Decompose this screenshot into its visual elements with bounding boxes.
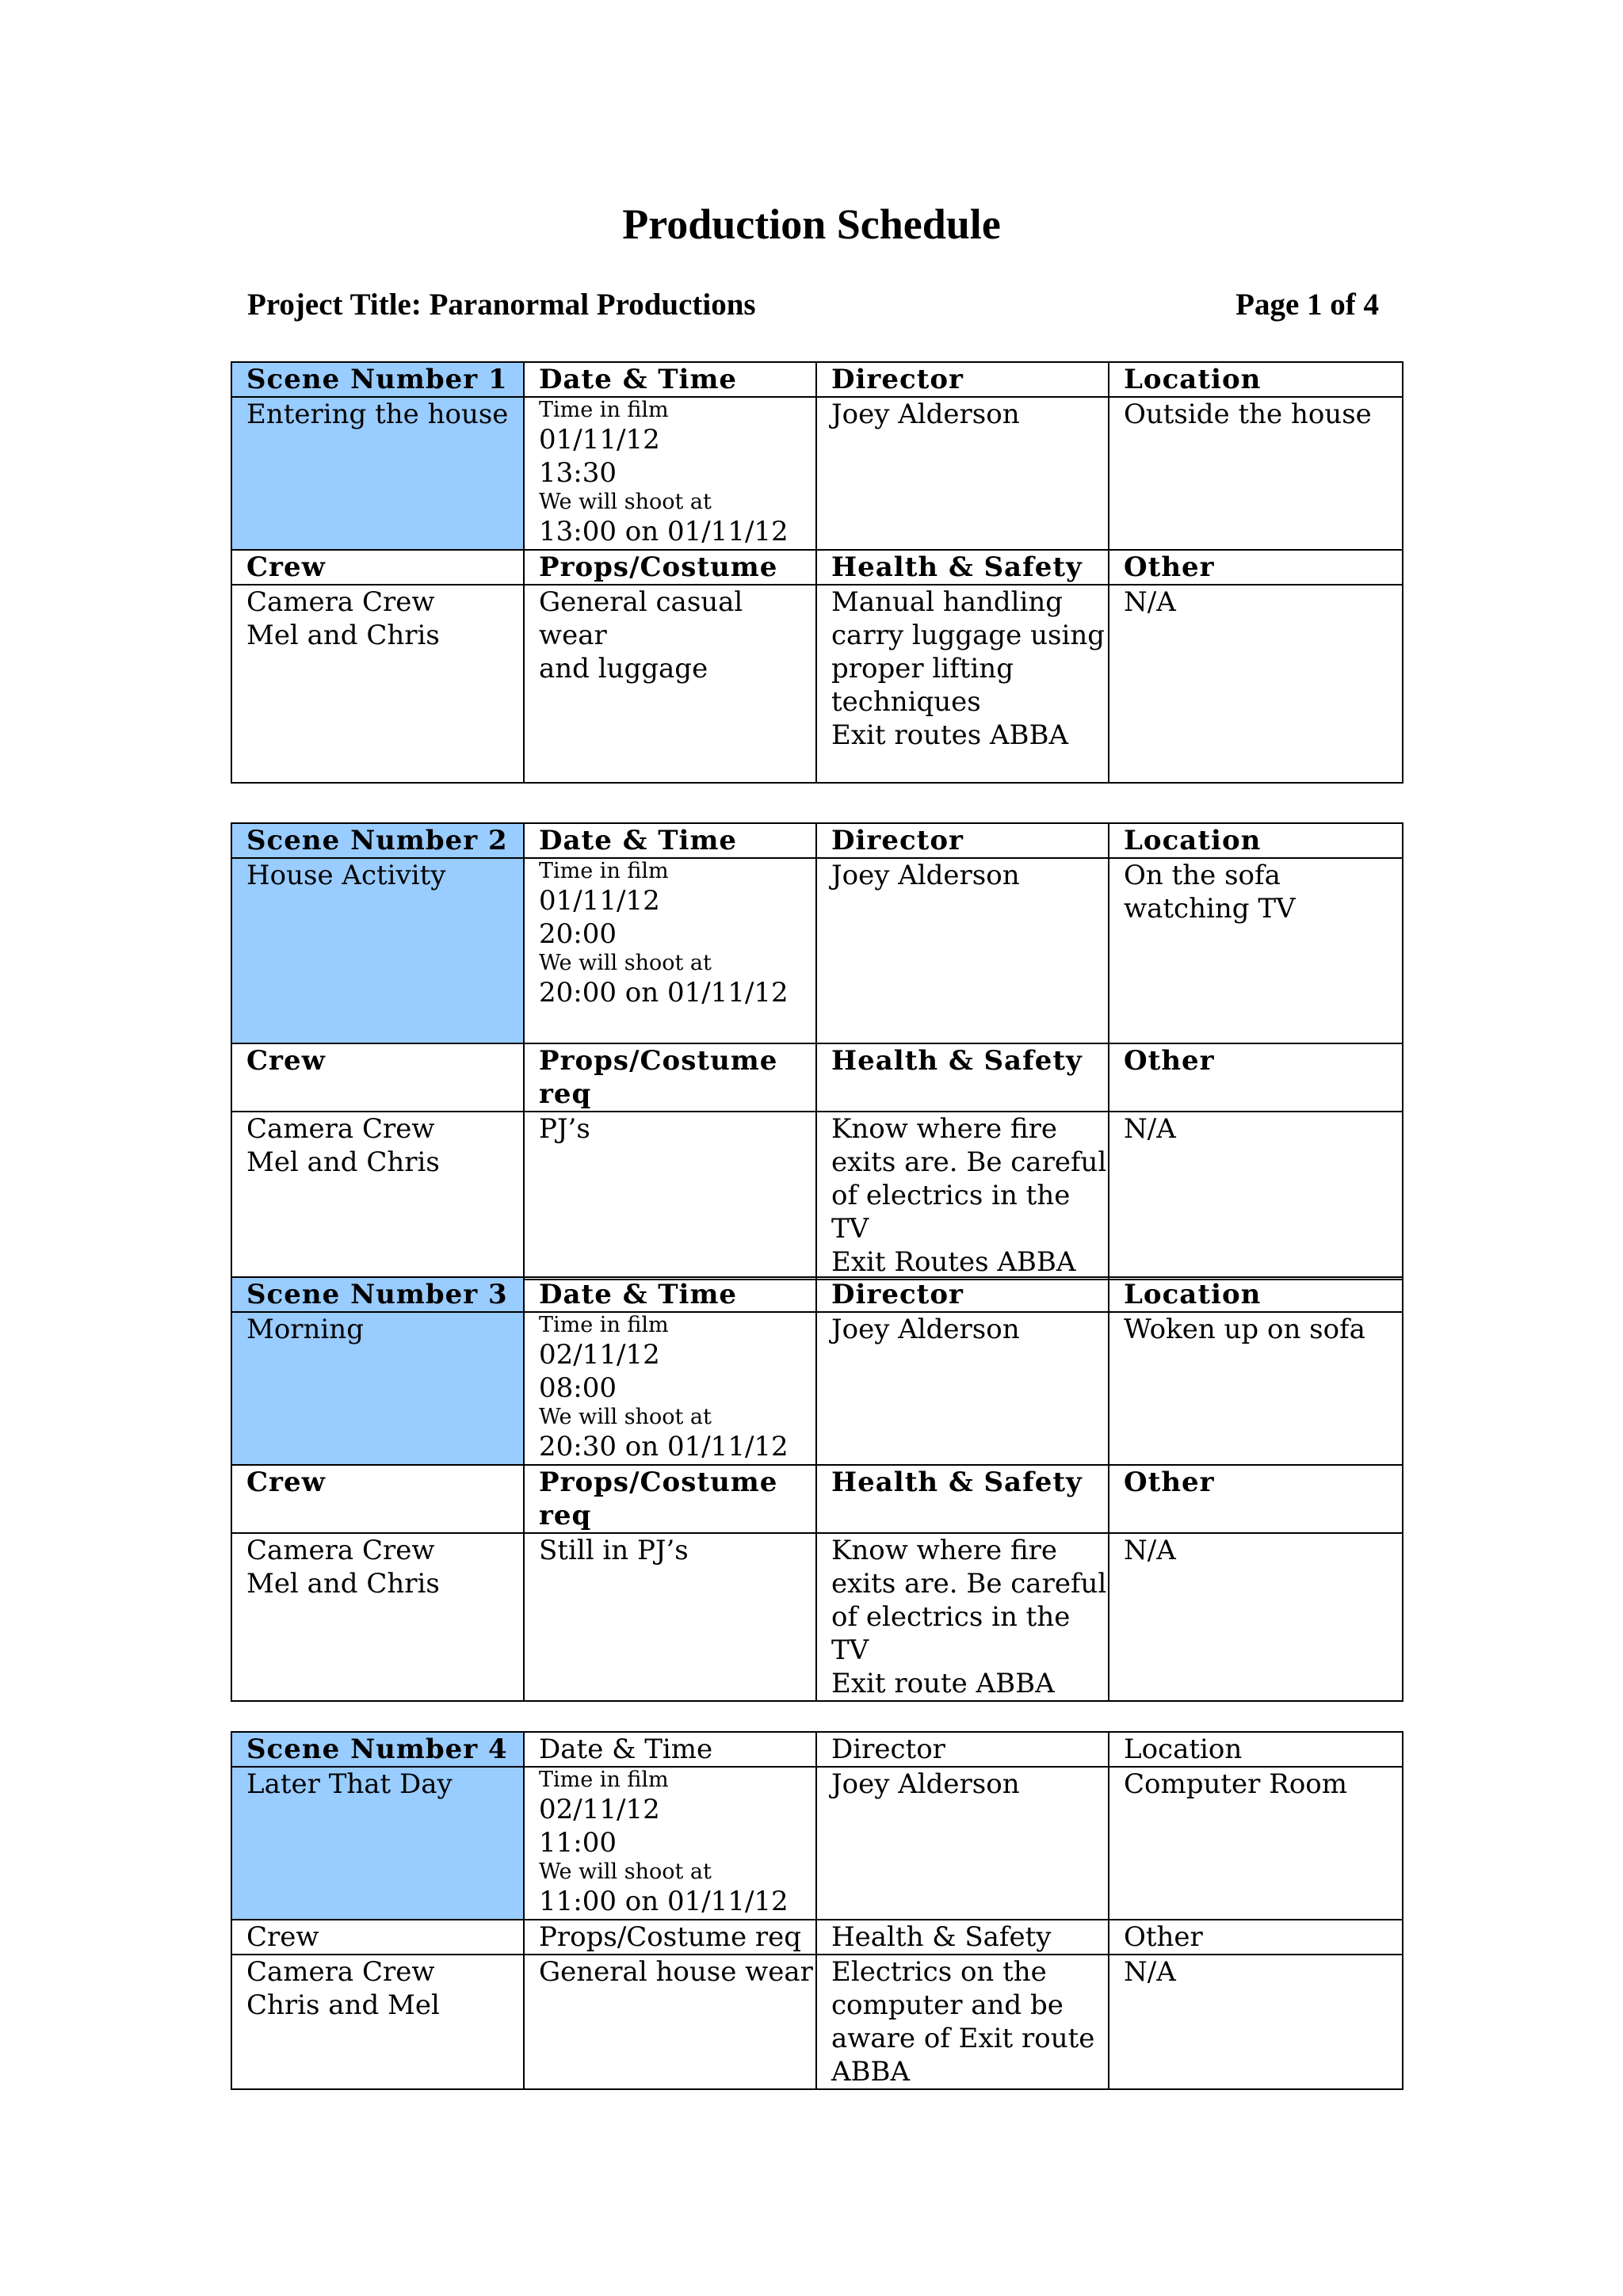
crew-line: Mel and Chris: [246, 620, 440, 651]
location-header: Location: [1109, 1732, 1403, 1767]
props-line: General house wear: [539, 1956, 813, 1988]
scene-number-cell: Scene Number 1: [231, 362, 524, 397]
shoot-label: We will shoot at: [539, 490, 712, 514]
health-safety-header: Health & Safety: [816, 1465, 1109, 1533]
crew-line: Mel and Chris: [246, 1568, 440, 1600]
props-cell: [524, 1112, 816, 1280]
scene-name-cell: House Activity: [231, 858, 524, 1043]
film-date: 01/11/12: [539, 885, 660, 917]
crew-header: Crew: [231, 1920, 524, 1955]
date-time-header: Date & Time: [524, 362, 816, 397]
props-header: Props/Costume: [524, 550, 816, 585]
props-header-line: Props/Costume: [539, 1466, 778, 1498]
time-in-film-label: Time in film: [539, 1313, 669, 1337]
props-header-line: req: [539, 1500, 592, 1531]
crew-cell: [231, 1112, 524, 1280]
scene-2-table: [231, 822, 1403, 1280]
health-safety-header: Health & Safety: [816, 550, 1109, 585]
shoot-label: We will shoot at: [539, 951, 712, 975]
location-line: Woken up on sofa: [1124, 1314, 1365, 1345]
date-time-cell: [524, 858, 816, 1043]
date-time-header: Date & Time: [524, 823, 816, 858]
scene-1-table: [231, 361, 1403, 784]
health-line: Know where fire: [831, 1535, 1058, 1566]
health-line: Exit route ABBA: [831, 1668, 1055, 1699]
crew-line: Camera Crew: [246, 586, 435, 618]
date-time-header: Date & Time: [524, 1732, 816, 1767]
scene-4-table: [231, 1731, 1403, 2090]
other-header: Other: [1109, 1043, 1403, 1112]
project-title: Project Title: Paranormal Productions: [247, 288, 756, 322]
director-header: Director: [816, 1277, 1109, 1312]
crew-line: Chris and Mel: [246, 1989, 440, 2021]
scene-name-cell: Later That Day: [231, 1767, 524, 1920]
film-time: 13:30: [539, 457, 617, 489]
page-indicator: Page 1 of 4: [1235, 288, 1379, 322]
health-line: Exit Routes ABBA: [831, 1246, 1076, 1278]
director-cell: Joey Alderson: [816, 858, 1109, 1043]
location-header: Location: [1109, 362, 1403, 397]
time-in-film-label: Time in film: [539, 398, 669, 422]
director-cell: Joey Alderson: [816, 397, 1109, 550]
crew-line: Camera Crew: [246, 1535, 435, 1566]
scene-name-cell: Entering the house: [231, 397, 524, 550]
shoot-label: We will shoot at: [539, 1405, 712, 1429]
date-time-cell: [524, 1767, 816, 1920]
shoot-value: 20:00 on 01/11/12: [539, 977, 789, 1009]
scene-name-cell: Morning: [231, 1312, 524, 1465]
location-cell: [1109, 1312, 1403, 1465]
health-line: aware of Exit route: [831, 2023, 1095, 2054]
health-line: Know where fire: [831, 1113, 1058, 1145]
location-header: Location: [1109, 1277, 1403, 1312]
other-header: Other: [1109, 550, 1403, 585]
health-line: exits are. Be careful: [831, 1146, 1107, 1178]
scene-number-cell: Scene Number 3: [231, 1277, 524, 1312]
location-cell: [1109, 1767, 1403, 1920]
health-safety-header: Health & Safety: [816, 1920, 1109, 1955]
film-time: 20:00: [539, 918, 617, 950]
crew-header: Crew: [231, 550, 524, 585]
date-time-cell: [524, 397, 816, 550]
scene-number-cell: Scene Number 4: [231, 1732, 524, 1767]
shoot-value: 13:00 on 01/11/12: [539, 516, 789, 547]
director-cell: Joey Alderson: [816, 1312, 1109, 1465]
other-cell: N/A: [1109, 585, 1403, 783]
film-time: 08:00: [539, 1372, 617, 1404]
film-date: 02/11/12: [539, 1794, 660, 1825]
props-header: [524, 1465, 816, 1533]
props-header-line: req: [539, 1078, 592, 1110]
health-line: of electrics in the TV: [831, 1180, 1071, 1245]
film-date: 02/11/12: [539, 1339, 660, 1371]
props-cell: [524, 1533, 816, 1701]
health-line: computer and be: [831, 1989, 1064, 2021]
health-line: Exit routes ABBA: [831, 719, 1069, 751]
location-line: watching TV: [1124, 893, 1296, 925]
crew-header: Crew: [231, 1465, 524, 1533]
props-line: and luggage: [539, 653, 708, 685]
crew-line: Camera Crew: [246, 1113, 435, 1145]
health-line: Manual handling: [831, 586, 1064, 618]
other-header: Other: [1109, 1465, 1403, 1533]
date-time-header: Date & Time: [524, 1277, 816, 1312]
director-header: Director: [816, 362, 1109, 397]
health-safety-header: Health & Safety: [816, 1043, 1109, 1112]
other-header: Other: [1109, 1920, 1403, 1955]
crew-line: Mel and Chris: [246, 1146, 440, 1178]
crew-cell: [231, 1533, 524, 1701]
shoot-label: We will shoot at: [539, 1859, 712, 1884]
date-time-cell: [524, 1312, 816, 1465]
location-line: Outside the house: [1124, 399, 1372, 430]
location-line: On the sofa: [1124, 860, 1281, 891]
props-line: PJ’s: [539, 1113, 590, 1145]
health-line: techniques: [831, 686, 981, 718]
location-header: Location: [1109, 823, 1403, 858]
health-line: ABBA: [831, 2056, 911, 2088]
crew-cell: [231, 1955, 524, 2089]
health-line: of electrics in the TV: [831, 1601, 1071, 1666]
health-line: Electrics on the: [831, 1956, 1047, 1988]
director-header: Director: [816, 823, 1109, 858]
health-safety-cell: [816, 1112, 1109, 1280]
health-safety-cell: [816, 1955, 1109, 2089]
location-cell: [1109, 397, 1403, 550]
shoot-value: 11:00 on 01/11/12: [539, 1886, 789, 1917]
director-cell: Joey Alderson: [816, 1767, 1109, 1920]
time-in-film-label: Time in film: [539, 859, 669, 883]
director-header: Director: [816, 1732, 1109, 1767]
props-cell: [524, 585, 816, 783]
scene-3-table: [231, 1276, 1403, 1702]
scene-number-cell: Scene Number 2: [231, 823, 524, 858]
location-cell: [1109, 858, 1403, 1043]
props-header: [524, 1043, 816, 1112]
props-line: General casual wear: [539, 586, 743, 651]
props-header-line: Props/Costume: [539, 1045, 778, 1077]
other-cell: N/A: [1109, 1533, 1403, 1701]
health-line: exits are. Be careful: [831, 1568, 1107, 1600]
location-line: Computer Room: [1124, 1768, 1348, 1800]
props-cell: [524, 1955, 816, 2089]
other-cell: N/A: [1109, 1112, 1403, 1280]
crew-header: Crew: [231, 1043, 524, 1112]
shoot-value: 20:30 on 01/11/12: [539, 1431, 789, 1463]
health-line: carry luggage using: [831, 620, 1105, 651]
props-line: Still in PJ’s: [539, 1535, 689, 1566]
health-safety-cell: [816, 1533, 1109, 1701]
props-header: Props/Costume req: [524, 1920, 816, 1955]
document-title: Production Schedule: [622, 200, 1001, 248]
health-safety-cell: [816, 585, 1109, 783]
other-cell: N/A: [1109, 1955, 1403, 2089]
film-date: 01/11/12: [539, 424, 660, 456]
time-in-film-label: Time in film: [539, 1768, 669, 1792]
film-time: 11:00: [539, 1827, 617, 1859]
crew-cell: [231, 585, 524, 783]
crew-line: Camera Crew: [246, 1956, 435, 1988]
health-line: proper lifting: [831, 653, 1014, 685]
